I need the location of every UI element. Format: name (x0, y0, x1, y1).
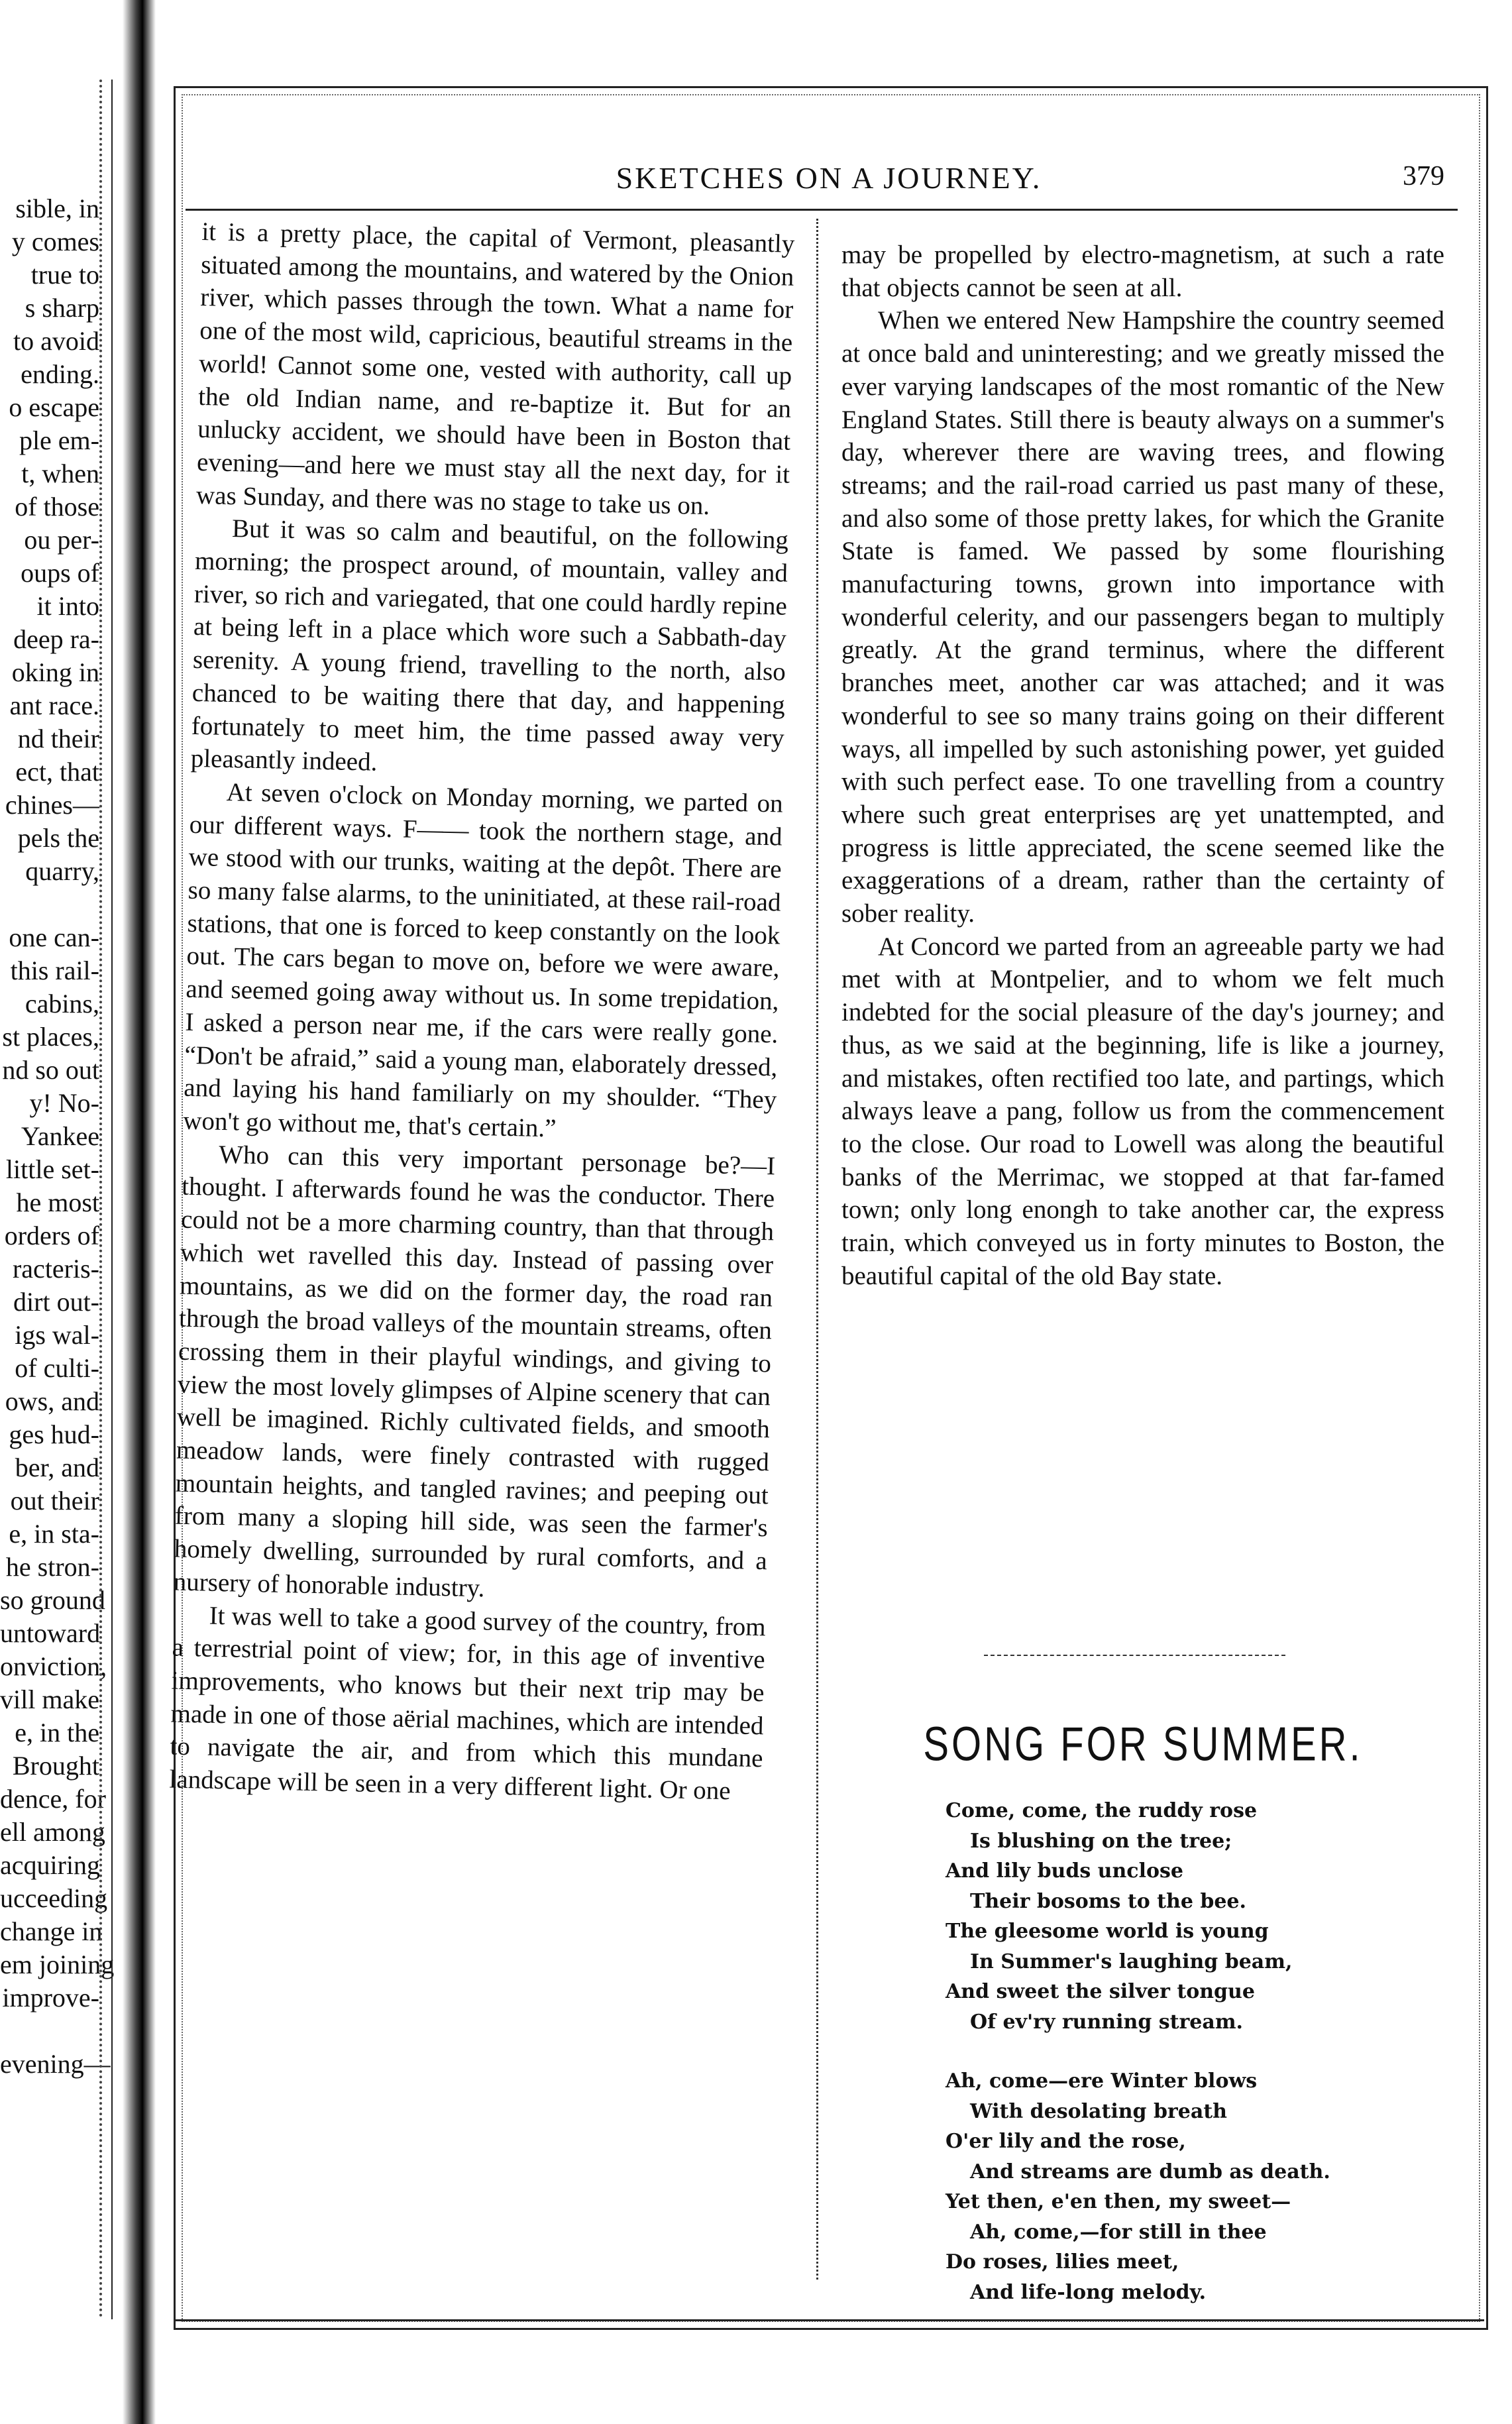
paragraph: But it was so calm and beautiful, on the following morning; the prospect around, of mountain, valley and river, so rich and variegated, that one could hardly repine at being left in a place which wore such a Sabbath-day serenity. A young friend, travelling to the north, also chanced to be waiting there that day, and happening fortunately to meet him, the time passed away very pleasantly indeed. (190, 514, 789, 777)
left-page-border (99, 80, 113, 2319)
paragraph: Who can this very important personage be?—I thought. I afterwards found he was the conductor. There could not be a more charming country, than that through which wet ravelled this day. Instead of passing over mountains, as we did on the former day, the road ran through the broad valleys of the mountain streams, often crossing them in their playful windings, and giving to view the most lovely glimpses of Alpine scenery that can well be imagined. Richly cultivated fields, and smooth meadow lands, were finely contrasted with rugged mountain heights, and tangled ravines; and peeping out from many a sloping hill side, was seen the farmer's homely dwelling, surrounded by rural comforts, and a nursery of honorable industry. (173, 1140, 776, 1603)
left-page-line: ple em- (19, 425, 99, 455)
left-page-line: he most (16, 1187, 99, 1217)
book-spine (123, 0, 156, 2424)
left-page-line: dirt out- (13, 1287, 99, 1317)
left-page-line: dence, for (0, 1784, 106, 1814)
paragraph: it is a pretty place, the capital of Vermont, pleasantly situated among the mountains, and watered by the Onion river, which passes through the town. What a name for one of the most wild, capricious, beautiful streams in the world! Cannot some one, vested with authority, call up the old Indian name, and re-baptize it. But for an unlucky accident, we should have been in Boston that evening—and here we must stay all the next day, for it was Sunday, and there was no stage to take us on. (195, 217, 795, 520)
left-page-line: improve- (2, 1983, 99, 2012)
left-page-line: to avoid (13, 326, 99, 356)
left-page-line: Brought (12, 1751, 99, 1781)
left-page-line (0, 888, 99, 921)
left-page-line: ell among (0, 1817, 105, 1847)
left-page-line: ect, that (15, 757, 99, 787)
left-page-line: evening— (0, 2049, 111, 2079)
paragraph: When we entered New Hampshire the country seemed at once bald and uninteresting; and we greatly missed the ever varying landscapes of the most romantic of the New England States. Still there is beauty always on a summer's day, wherever there are waving trees, and flowing streams; and the rail-road carried us past many of these, and also some of those pretty lakes, for which the Granite State is famed. We passed by some flourishing manufacturing towns, grown into importance with wonderful celerity, and our passengers began to multiply greatly. At the grand terminus, where the different branches meet, another car was attached; and it was wonderful to see so many trains going on their different ways, all impelled by such astonishing power, yet guided with such perfect ease. To one travelling from a country where such great enterprises arę yet unattempted, and progress is little appreciated, the scene seemed like the exaggerations of a dream, rather than the certainty of sober reality. (841, 306, 1444, 928)
page-number: 379 (1403, 161, 1444, 192)
left-page-line: ucceeding (0, 1883, 108, 1913)
left-page-line: of culti- (15, 1353, 99, 1383)
poem-line: With desolating breath (970, 2099, 1227, 2123)
left-page-line: ber, and (15, 1453, 99, 1482)
left-page-line: it into (36, 591, 99, 621)
bottom-rule (174, 2319, 1484, 2321)
left-page-line: s sharp (25, 293, 99, 323)
left-page-line: oups of (21, 558, 99, 588)
paragraph: may be propelled by electro-magnetism, at such a rate that objects cannot be seen at all. (841, 241, 1444, 302)
poem-line: Ah, come,—for still in thee (970, 2220, 1267, 2244)
poem-line: And lily buds unclose (945, 1859, 1183, 1883)
poem-line: Is blushing on the tree; (970, 1829, 1232, 1853)
left-page-line: vill make (0, 1684, 99, 1714)
left-page-line: t, when (21, 459, 99, 488)
left-page-line: deep ra- (13, 624, 99, 654)
header-rule (186, 209, 1458, 211)
poem-line: O'er lily and the rose, (945, 2130, 1186, 2153)
left-page-line: ou per- (24, 525, 99, 555)
left-page-line: racteris- (12, 1254, 99, 1284)
left-page-line: of those (15, 492, 99, 522)
left-page-line: so ground (0, 1585, 105, 1615)
left-page-line: y! No- (29, 1088, 99, 1118)
left-page-line: change in (0, 1916, 103, 1946)
poem-line: Of ev'ry running stream. (970, 2010, 1244, 2034)
poem-line: And streams are dumb as death. (970, 2160, 1330, 2183)
left-page-fragment (0, 0, 136, 2424)
left-page-line: one can- (9, 922, 99, 952)
poem-line: In Summer's laughing beam, (970, 1950, 1293, 1973)
left-page-line: st places, (2, 1022, 99, 1052)
left-page-line: he stron- (5, 1552, 99, 1582)
left-page-line: onviction, (0, 1651, 107, 1681)
column-divider (816, 219, 818, 2280)
left-page-line: e, in the (15, 1718, 99, 1747)
poem-line: The gleesome world is young (945, 1920, 1269, 1943)
left-page-line: untoward (0, 1618, 101, 1648)
poem-stanza (945, 1796, 1449, 2037)
poem-line: Do roses, lilies meet, (945, 2250, 1179, 2274)
poem-line: Come, come, the ruddy rose (945, 1799, 1258, 1822)
right-column (841, 239, 1444, 1293)
left-page-line: o escape (9, 392, 99, 422)
left-page-line: oking in (11, 657, 99, 687)
left-page-line: e, in sta- (9, 1519, 99, 1549)
poem-line: And sweet the silver tongue (945, 1980, 1255, 2003)
left-page-line: out their (10, 1486, 99, 1515)
running-head: SKETCHES ON A JOURNEY. (616, 161, 1042, 195)
poem-line: And life-long melody. (970, 2280, 1207, 2304)
section-divider (984, 1655, 1285, 1656)
poem (945, 1796, 1449, 2337)
left-page-line: Yankee (21, 1121, 99, 1151)
left-page-line: pels the (17, 823, 99, 853)
poem-stanza (945, 2066, 1449, 2307)
left-page-line: ows, and (5, 1386, 99, 1416)
left-page-line: ges hud- (9, 1419, 99, 1449)
left-page-line: ending. (21, 359, 99, 389)
left-column (159, 215, 794, 2268)
left-page-line: igs wal- (15, 1320, 99, 1350)
left-page-line: little set- (5, 1154, 99, 1184)
left-page-line: acquiring (0, 1850, 101, 1880)
poem-line: Their bosoms to the bee. (970, 1889, 1246, 1913)
left-page-line: y comes (11, 227, 99, 256)
left-page-line (0, 2014, 99, 2048)
left-page-line: chines— (5, 790, 99, 820)
left-page-line: this rail- (10, 956, 99, 985)
paragraph: At Concord we parted from an agreeable party we had met with at Montpelier, and to whom we felt much indebted for the social pleasure of the day's journey; and thus, as we said at the beginning, life is like a journey, and mistakes, often rectified too late, and partings, which always leave a pang, follow us from the commencement to the close. Our road to Lowell was along the beautiful banks of the Merrimac, we stopped at that far-famed town; only long enongh to take another car, the express train, which conveyed us in forty minutes to Boston, the beautiful capital of the old Bay state. (841, 932, 1444, 1290)
poem-line: Yet then, e'en then, my sweet— (945, 2190, 1291, 2213)
left-page-line: cabins, (25, 989, 99, 1019)
paragraph: At seven o'clock on Monday morning, we parted on our different ways. F—— took the northern stage, and we stood with our trunks, waiting at the depôt. There are so many false alarms, to the uninitiated, at these rail-road stations, that one is forced to keep constantly on the look out. The cars began to move on, before we were aware, and seemed going away without us. In some trepidation, I asked a person near me, if the cars were really gone. “Don't be afraid,” said a young man, elaborately dressed, and laying his hand familiarly on my shoulder. “They won't go without me, that's certain.” (182, 777, 784, 1143)
poem-line: Ah, come—ere Winter blows (945, 2069, 1258, 2093)
left-page-line: nd so out (2, 1055, 99, 1085)
left-page-line: em joining (0, 1950, 115, 1979)
left-page-line: sible, in (15, 193, 99, 223)
poem-title: SONG FOR SUMMER. (923, 1717, 1363, 1771)
left-page-line: orders of (4, 1221, 99, 1250)
paragraph: It was well to take a good survey of the country, from a terrestrial point of view; for, in this age of inventive improvements, who knows but their next trip may be made in one of those aërial machines, which are intended to navigate the air, and from which this mundane landscape will be seen in a very different light. Or one (169, 1601, 767, 1806)
left-page-line: nd their (17, 724, 99, 753)
left-page-line: ant race. (9, 690, 99, 720)
page-header (174, 146, 1484, 199)
left-page-line: quarry, (25, 856, 99, 886)
left-page-text-strip (0, 192, 115, 2081)
left-page-line: true to (30, 260, 99, 290)
